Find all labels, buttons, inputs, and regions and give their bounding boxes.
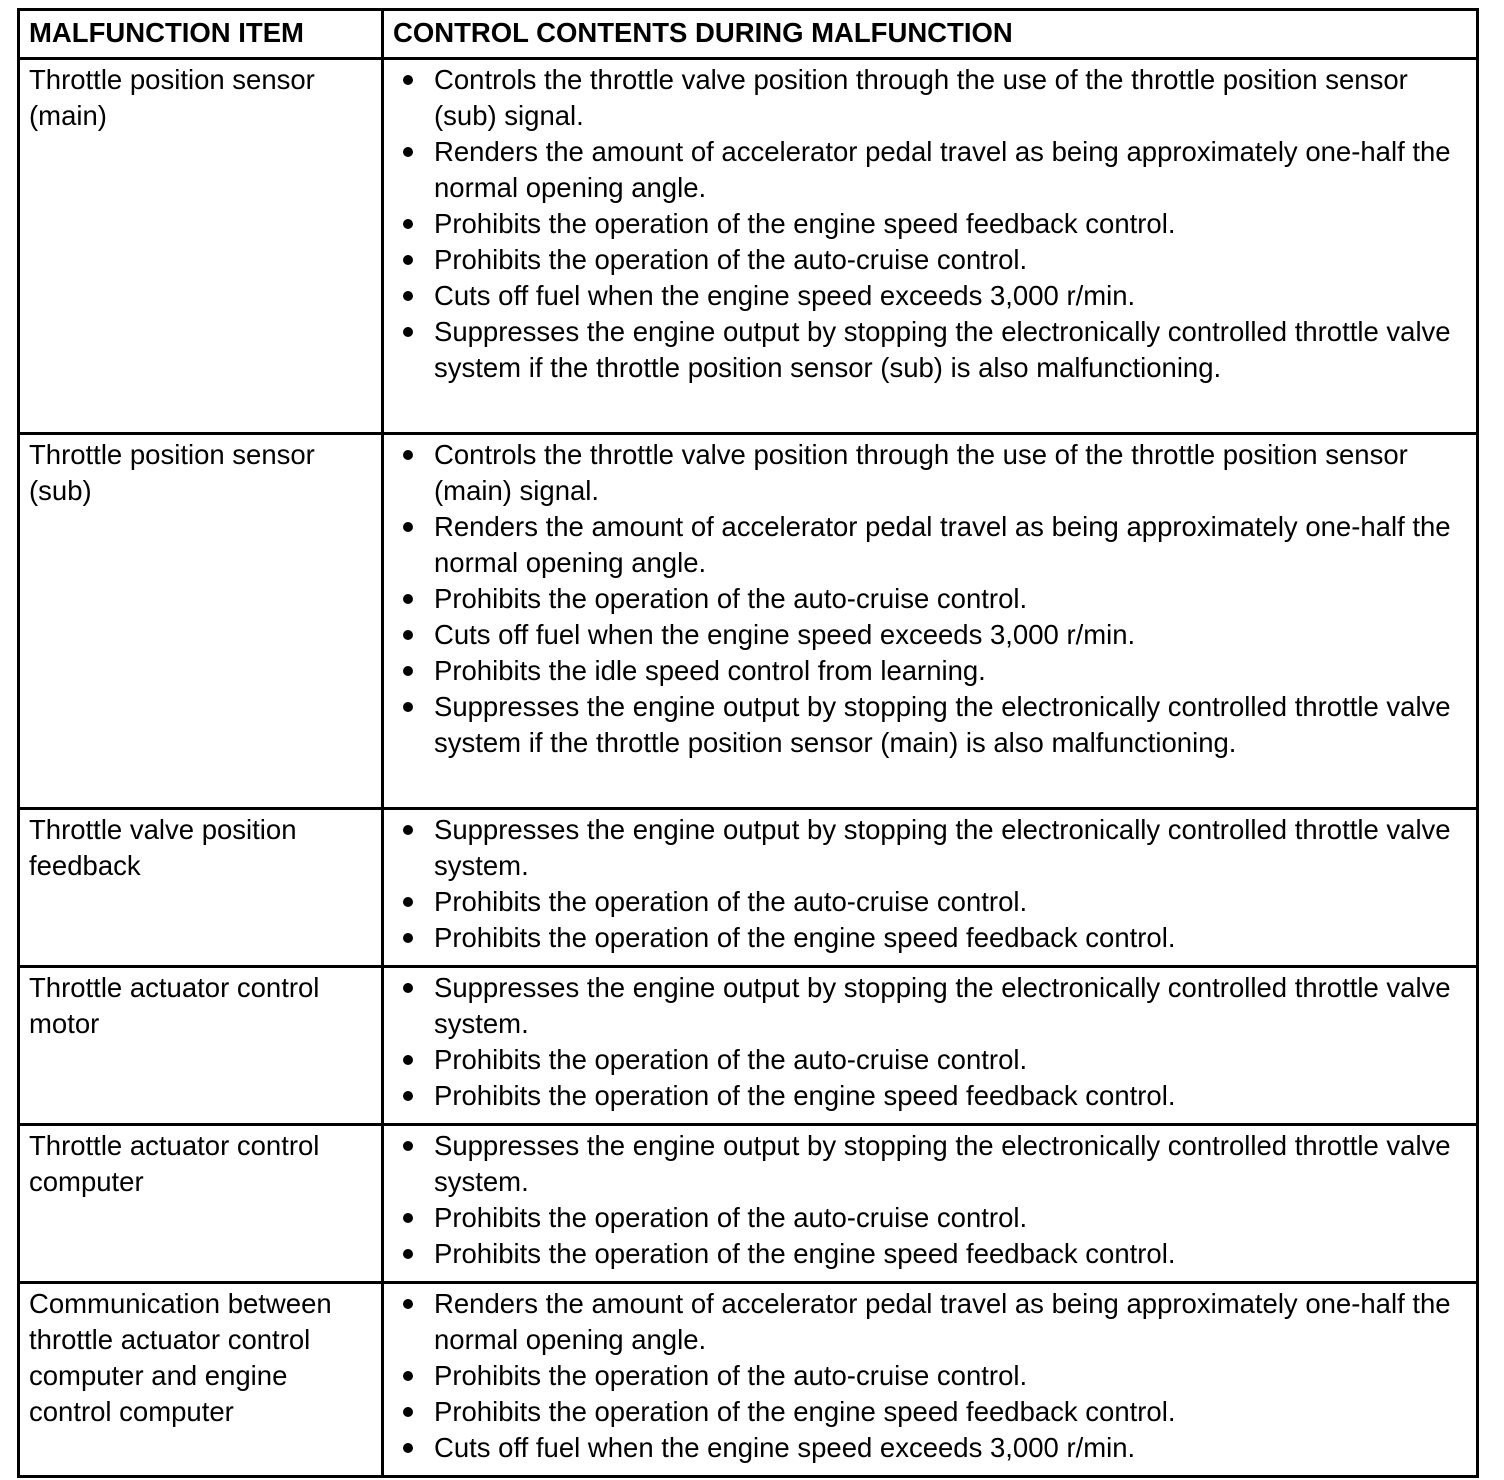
malfunction-item-cell: Throttle valve position feedback [19, 809, 383, 967]
control-contents-list [384, 970, 1466, 1114]
control-contents-list [384, 1286, 1466, 1466]
list-item [384, 1394, 1466, 1430]
table-row [19, 967, 1478, 1125]
bullet-icon [403, 522, 413, 532]
list-item-text: Renders the amount of accelerator pedal travel as being approximately one-half the normal opening angle. [434, 511, 1451, 578]
list-item-text: Controls the throttle valve position through the use of the throttle position sensor (main) signal. [434, 439, 1408, 506]
list-item-text: Renders the amount of accelerator pedal travel as being approximately one-half the normal opening angle. [434, 1288, 1451, 1355]
bullet-icon [403, 1407, 413, 1417]
list-item-text: Prohibits the operation of the auto-cruise control. [434, 244, 1028, 275]
list-item-text: Cuts off fuel when the engine speed exceeds 3,000 r/min. [434, 1432, 1136, 1463]
list-item-text: Prohibits the operation of the engine speed feedback control. [434, 1080, 1176, 1111]
list-item [384, 314, 1466, 386]
list-item-text: Prohibits the operation of the engine speed feedback control. [434, 1238, 1176, 1269]
control-contents-cell [383, 1125, 1478, 1283]
control-contents-cell [383, 967, 1478, 1125]
list-item [384, 1078, 1466, 1114]
table-row [19, 59, 1478, 434]
list-item [384, 1358, 1466, 1394]
list-item [384, 1286, 1466, 1358]
control-contents-cell [383, 434, 1478, 809]
control-contents-cell [383, 59, 1478, 434]
bullet-icon [403, 450, 413, 460]
control-contents-list [384, 62, 1466, 386]
bullet-icon [403, 147, 413, 157]
bullet-icon [403, 897, 413, 907]
bullet-icon [403, 825, 413, 835]
control-contents-list [384, 812, 1466, 956]
bullet-icon [403, 327, 413, 337]
bullet-icon [403, 75, 413, 85]
list-item-text: Prohibits the operation of the engine speed feedback control. [434, 1396, 1176, 1427]
list-item [384, 812, 1466, 884]
malfunction-item-cell: Communication between throttle actuator control computer and engine control computer [19, 1283, 383, 1477]
list-item [384, 1430, 1466, 1466]
list-item-text: Controls the throttle valve position through the use of the throttle position sensor (sub) signal. [434, 64, 1408, 131]
list-item [384, 134, 1466, 206]
bullet-icon [403, 983, 413, 993]
list-item-text: Suppresses the engine output by stopping the electronically controlled throttle valve system. [434, 814, 1451, 881]
bullet-icon [403, 1055, 413, 1065]
table-row [19, 809, 1478, 967]
bullet-icon [403, 1371, 413, 1381]
control-contents-list [384, 437, 1466, 761]
list-item [384, 437, 1466, 509]
bullet-icon [403, 630, 413, 640]
list-item-text: Prohibits the operation of the auto-cruise control. [434, 886, 1028, 917]
bullet-icon [403, 933, 413, 943]
list-item [384, 653, 1466, 689]
bullet-icon [403, 1141, 413, 1151]
malfunction-item-cell: Throttle actuator control motor [19, 967, 383, 1125]
list-item [384, 617, 1466, 653]
list-item [384, 62, 1466, 134]
control-contents-list [384, 1128, 1466, 1272]
control-contents-cell [383, 809, 1478, 967]
list-item [384, 1236, 1466, 1272]
bullet-icon [403, 219, 413, 229]
bullet-icon [403, 291, 413, 301]
list-item-text: Prohibits the operation of the auto-cruise control. [434, 1360, 1028, 1391]
header-malfunction-item: MALFUNCTION ITEM [19, 10, 383, 59]
bullet-icon [403, 594, 413, 604]
bullet-icon [403, 702, 413, 712]
list-item [384, 1042, 1466, 1078]
list-item-text: Suppresses the engine output by stopping the electronically controlled throttle valve system. [434, 972, 1451, 1039]
list-item [384, 206, 1466, 242]
list-item-text: Prohibits the operation of the auto-cruise control. [434, 1044, 1028, 1075]
header-row [19, 10, 1478, 59]
list-item-text: Prohibits the idle speed control from learning. [434, 655, 986, 686]
bullet-icon [403, 1299, 413, 1309]
list-item [384, 970, 1466, 1042]
list-item [384, 278, 1466, 314]
list-item [384, 689, 1466, 761]
list-item-text: Prohibits the operation of the auto-cruise control. [434, 583, 1028, 614]
table-row [19, 1125, 1478, 1283]
list-item-text: Suppresses the engine output by stopping the electronically controlled throttle valve system if the throttle position sensor (main) is also malfunctioning. [434, 691, 1451, 758]
list-item [384, 1128, 1466, 1200]
list-item-text: Prohibits the operation of the engine speed feedback control. [434, 922, 1176, 953]
list-item-text: Suppresses the engine output by stopping the electronically controlled throttle valve system if the throttle position sensor (sub) is also malfunctioning. [434, 316, 1451, 383]
bullet-icon [403, 1443, 413, 1453]
list-item [384, 242, 1466, 278]
table-row [19, 1283, 1478, 1477]
list-item-text: Cuts off fuel when the engine speed exceeds 3,000 r/min. [434, 619, 1136, 650]
list-item-text: Suppresses the engine output by stopping the electronically controlled throttle valve system. [434, 1130, 1451, 1197]
list-item [384, 1200, 1466, 1236]
list-item-text: Renders the amount of accelerator pedal travel as being approximately one-half the normal opening angle. [434, 136, 1451, 203]
bullet-icon [403, 666, 413, 676]
bullet-icon [403, 1213, 413, 1223]
list-item-text: Prohibits the operation of the auto-cruise control. [434, 1202, 1028, 1233]
bullet-icon [403, 1249, 413, 1259]
list-item [384, 509, 1466, 581]
table-row [19, 434, 1478, 809]
bullet-icon [403, 1091, 413, 1101]
control-contents-cell [383, 1283, 1478, 1477]
list-item [384, 884, 1466, 920]
malfunction-item-cell: Throttle position sensor (sub) [19, 434, 383, 809]
malfunction-item-cell: Throttle position sensor (main) [19, 59, 383, 434]
list-item [384, 581, 1466, 617]
malfunction-control-table [17, 8, 1479, 1478]
list-item-text: Prohibits the operation of the engine speed feedback control. [434, 208, 1176, 239]
bullet-icon [403, 255, 413, 265]
list-item [384, 920, 1466, 956]
list-item-text: Cuts off fuel when the engine speed exceeds 3,000 r/min. [434, 280, 1136, 311]
malfunction-item-cell: Throttle actuator control computer [19, 1125, 383, 1283]
header-control-contents: CONTROL CONTENTS DURING MALFUNCTION [383, 10, 1478, 59]
